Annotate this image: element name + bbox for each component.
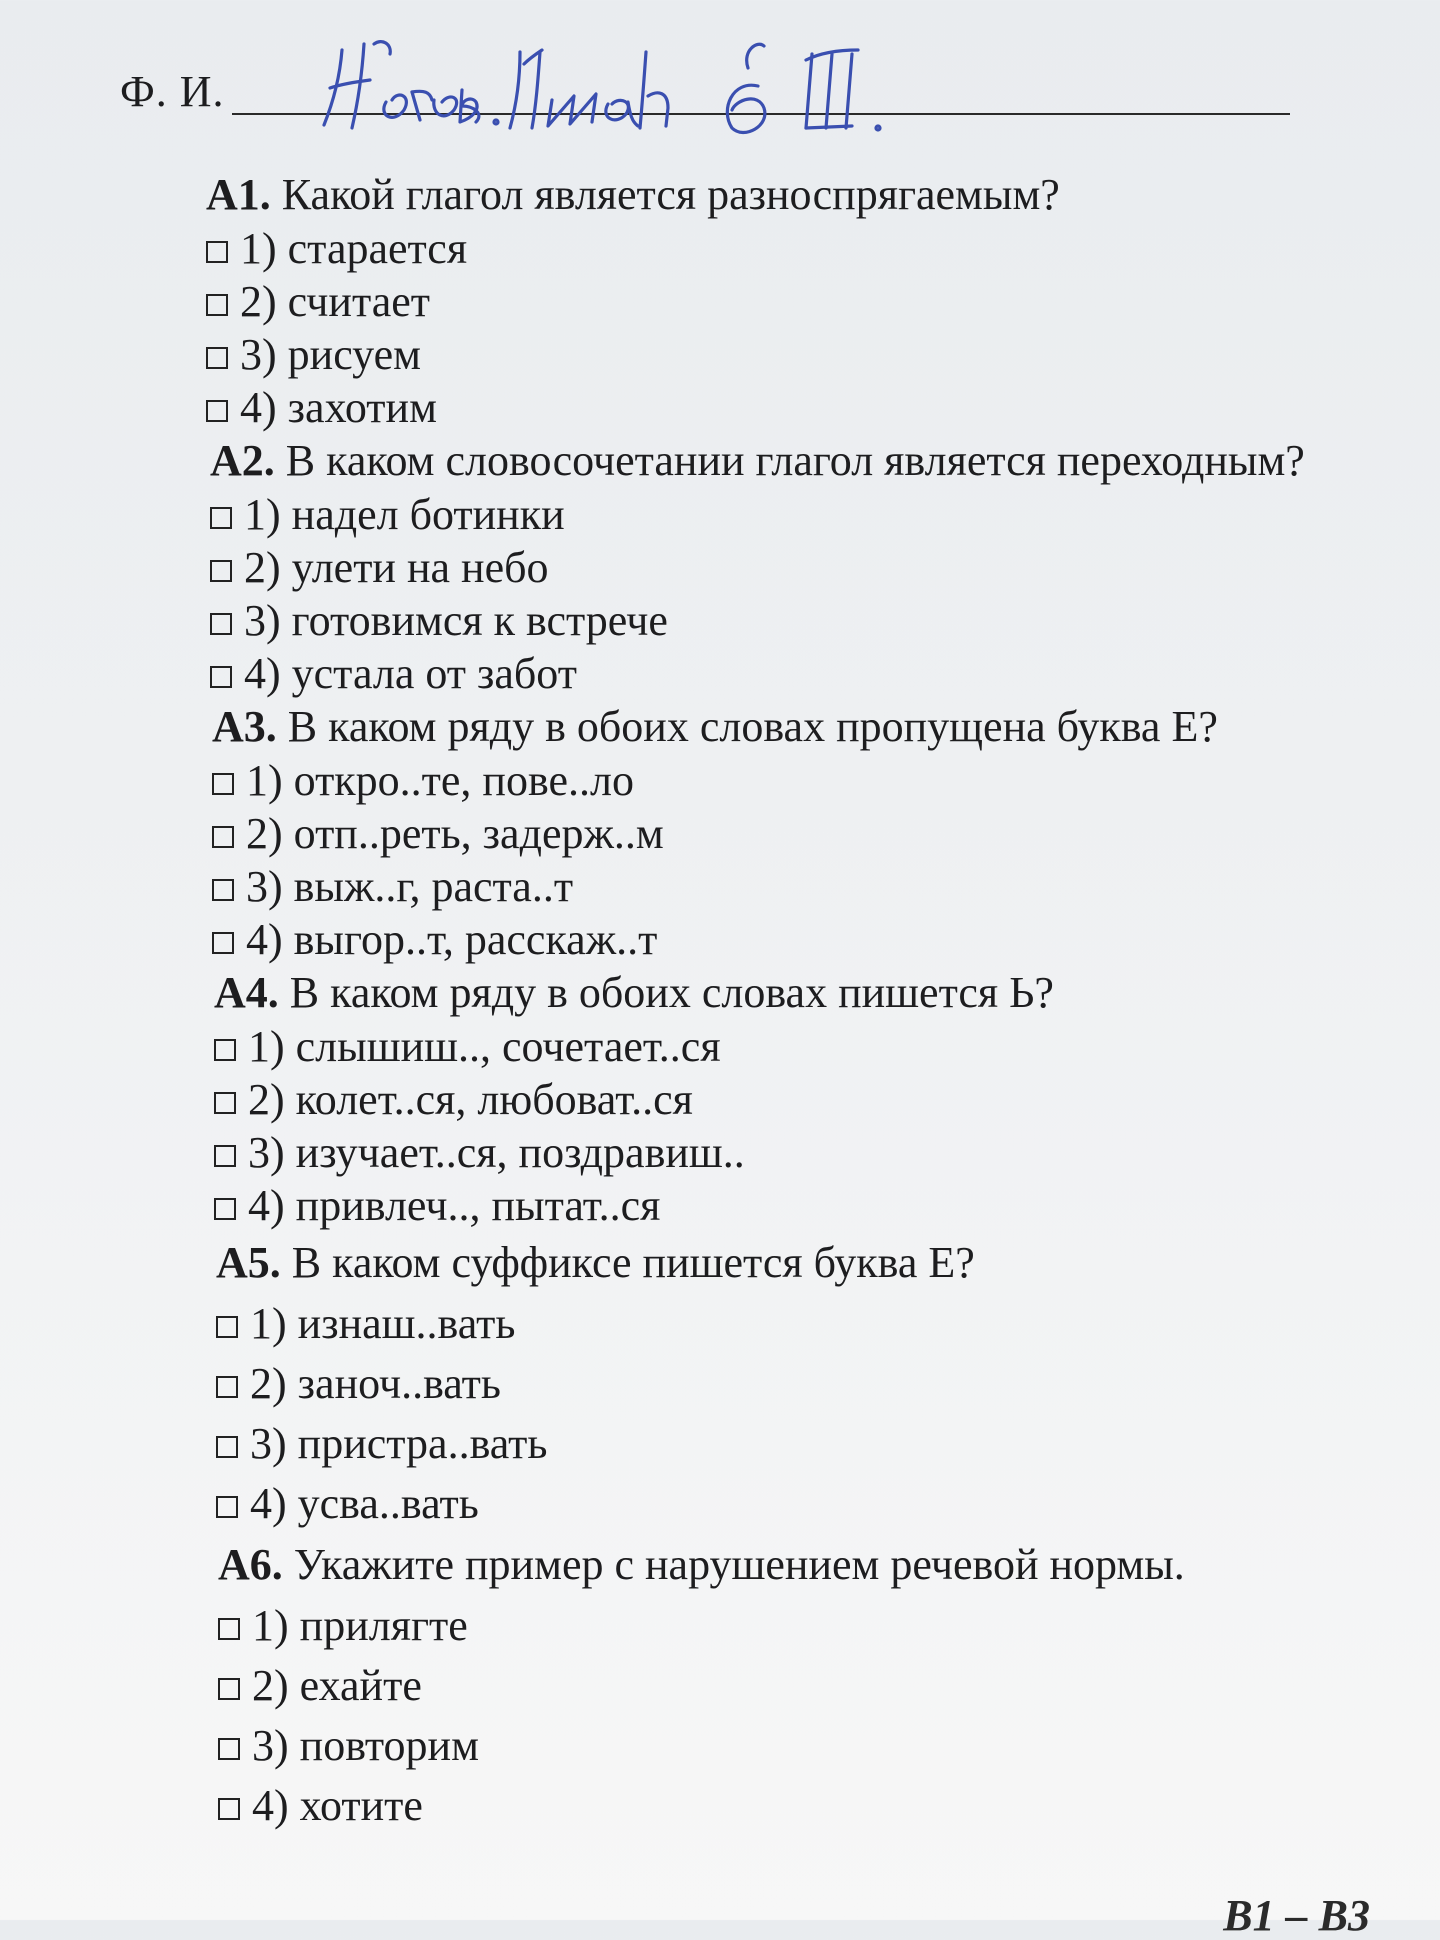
checkbox[interactable] bbox=[206, 400, 228, 422]
option-label: 1) старается bbox=[240, 224, 468, 273]
option-label: 3) повторим bbox=[252, 1721, 479, 1770]
option-label: 3) рисуем bbox=[240, 330, 421, 379]
answer-option[interactable] bbox=[218, 1716, 1406, 1776]
checkbox[interactable] bbox=[212, 826, 234, 848]
question-text: В каком ряду в обоих словах пишется Ь? bbox=[289, 968, 1054, 1017]
answer-option[interactable] bbox=[212, 913, 1406, 966]
option-label: 2) отп..реть, задерж..м bbox=[246, 809, 664, 858]
answer-option[interactable] bbox=[216, 1354, 1406, 1414]
answer-option[interactable] bbox=[218, 1596, 1406, 1656]
option-label: 3) готовимся к встрече bbox=[244, 596, 668, 645]
question-number: А1. bbox=[206, 170, 271, 219]
option-label: 2) улети на небо bbox=[244, 543, 549, 592]
question-number: А4. bbox=[214, 968, 279, 1017]
question-a3 bbox=[212, 700, 1406, 966]
checkbox[interactable] bbox=[210, 560, 232, 582]
checkbox[interactable] bbox=[216, 1316, 238, 1338]
question-a1 bbox=[206, 168, 1406, 434]
checkbox[interactable] bbox=[206, 294, 228, 316]
answer-option[interactable] bbox=[210, 594, 1406, 647]
option-label: 4) привлеч.., пытат..ся bbox=[248, 1181, 661, 1230]
checkbox[interactable] bbox=[210, 666, 232, 688]
name-field-row bbox=[120, 60, 1290, 130]
checkbox[interactable] bbox=[206, 347, 228, 369]
question-title bbox=[216, 1232, 1406, 1294]
answer-option[interactable] bbox=[206, 222, 1406, 275]
answer-option[interactable] bbox=[218, 1656, 1406, 1716]
option-label: 3) пристра..вать bbox=[250, 1419, 548, 1468]
question-number: А5. bbox=[216, 1238, 281, 1287]
answer-option[interactable] bbox=[218, 1776, 1406, 1836]
question-number: А3. bbox=[212, 702, 277, 751]
checkbox[interactable] bbox=[216, 1436, 238, 1458]
option-label: 2) ехайте bbox=[252, 1661, 422, 1710]
question-text: В каком словосочетании глагол является переходным? bbox=[285, 436, 1305, 485]
checkbox[interactable] bbox=[214, 1039, 236, 1061]
answer-option[interactable] bbox=[216, 1414, 1406, 1474]
checkbox[interactable] bbox=[218, 1678, 240, 1700]
answer-option[interactable] bbox=[212, 754, 1406, 807]
option-label: 4) устала от забот bbox=[244, 649, 577, 698]
checkbox[interactable] bbox=[214, 1092, 236, 1114]
question-a6 bbox=[218, 1534, 1406, 1836]
option-label: 3) изучает..ся, поздравиш.. bbox=[248, 1128, 745, 1177]
option-label: 4) захотим bbox=[240, 383, 437, 432]
handwritten-name-signature bbox=[312, 30, 1072, 140]
option-label: 1) слышиш.., сочетает..ся bbox=[248, 1022, 721, 1071]
answer-option[interactable] bbox=[212, 807, 1406, 860]
question-number: А6. bbox=[218, 1540, 283, 1589]
question-title bbox=[210, 434, 1406, 488]
test-questions bbox=[206, 168, 1406, 1836]
checkbox[interactable] bbox=[218, 1618, 240, 1640]
checkbox[interactable] bbox=[206, 241, 228, 263]
question-text: Какой глагол является разноспрягаемым? bbox=[281, 170, 1060, 219]
checkbox[interactable] bbox=[218, 1738, 240, 1760]
question-title bbox=[212, 700, 1406, 754]
option-label: 3) выж..г, раста..т bbox=[246, 862, 574, 911]
answer-option[interactable] bbox=[214, 1179, 1406, 1232]
checkbox[interactable] bbox=[216, 1496, 238, 1518]
question-a2 bbox=[210, 434, 1406, 700]
checkbox[interactable] bbox=[212, 879, 234, 901]
question-number: А2. bbox=[210, 436, 275, 485]
name-label: Ф. И. bbox=[120, 67, 225, 116]
answer-option[interactable] bbox=[214, 1126, 1406, 1179]
question-a5 bbox=[216, 1232, 1406, 1534]
answer-option[interactable] bbox=[210, 488, 1406, 541]
question-title bbox=[218, 1534, 1406, 1596]
option-label: 1) надел ботинки bbox=[244, 490, 565, 539]
checkbox[interactable] bbox=[212, 932, 234, 954]
checkbox[interactable] bbox=[214, 1145, 236, 1167]
answer-option[interactable] bbox=[206, 275, 1406, 328]
question-title bbox=[214, 966, 1406, 1020]
option-label: 2) колет..ся, любоват..ся bbox=[248, 1075, 693, 1124]
answer-option[interactable] bbox=[216, 1294, 1406, 1354]
answer-option[interactable] bbox=[216, 1474, 1406, 1534]
answer-option[interactable] bbox=[206, 381, 1406, 434]
checkbox[interactable] bbox=[212, 773, 234, 795]
checkbox[interactable] bbox=[216, 1376, 238, 1398]
cut-off-corner-text: B1 – B3 bbox=[1223, 1891, 1370, 1940]
option-label: 1) откро..те, пове..ло bbox=[246, 756, 634, 805]
checkbox[interactable] bbox=[214, 1198, 236, 1220]
option-label: 1) изнаш..вать bbox=[250, 1299, 516, 1348]
answer-option[interactable] bbox=[206, 328, 1406, 381]
checkbox[interactable] bbox=[210, 507, 232, 529]
question-title bbox=[206, 168, 1406, 222]
checkbox[interactable] bbox=[210, 613, 232, 635]
answer-option[interactable] bbox=[212, 860, 1406, 913]
option-label: 2) заноч..вать bbox=[250, 1359, 501, 1408]
answer-option[interactable] bbox=[214, 1020, 1406, 1073]
option-label: 4) выгор..т, расскаж..т bbox=[246, 915, 658, 964]
option-label: 1) прилягте bbox=[252, 1601, 468, 1650]
option-label: 2) считает bbox=[240, 277, 431, 326]
answer-option[interactable] bbox=[214, 1073, 1406, 1126]
question-text: В каком суффиксе пишется буква Е? bbox=[291, 1238, 975, 1287]
checkbox[interactable] bbox=[218, 1798, 240, 1820]
option-label: 4) хотите bbox=[252, 1781, 423, 1830]
answer-option[interactable] bbox=[210, 647, 1406, 700]
question-a4 bbox=[214, 966, 1406, 1232]
option-label: 4) усва..вать bbox=[250, 1479, 479, 1528]
question-text: В каком ряду в обоих словах пропущена буква Е? bbox=[287, 702, 1218, 751]
answer-option[interactable] bbox=[210, 541, 1406, 594]
question-text: Укажите пример с нарушением речевой нормы. bbox=[293, 1540, 1185, 1589]
